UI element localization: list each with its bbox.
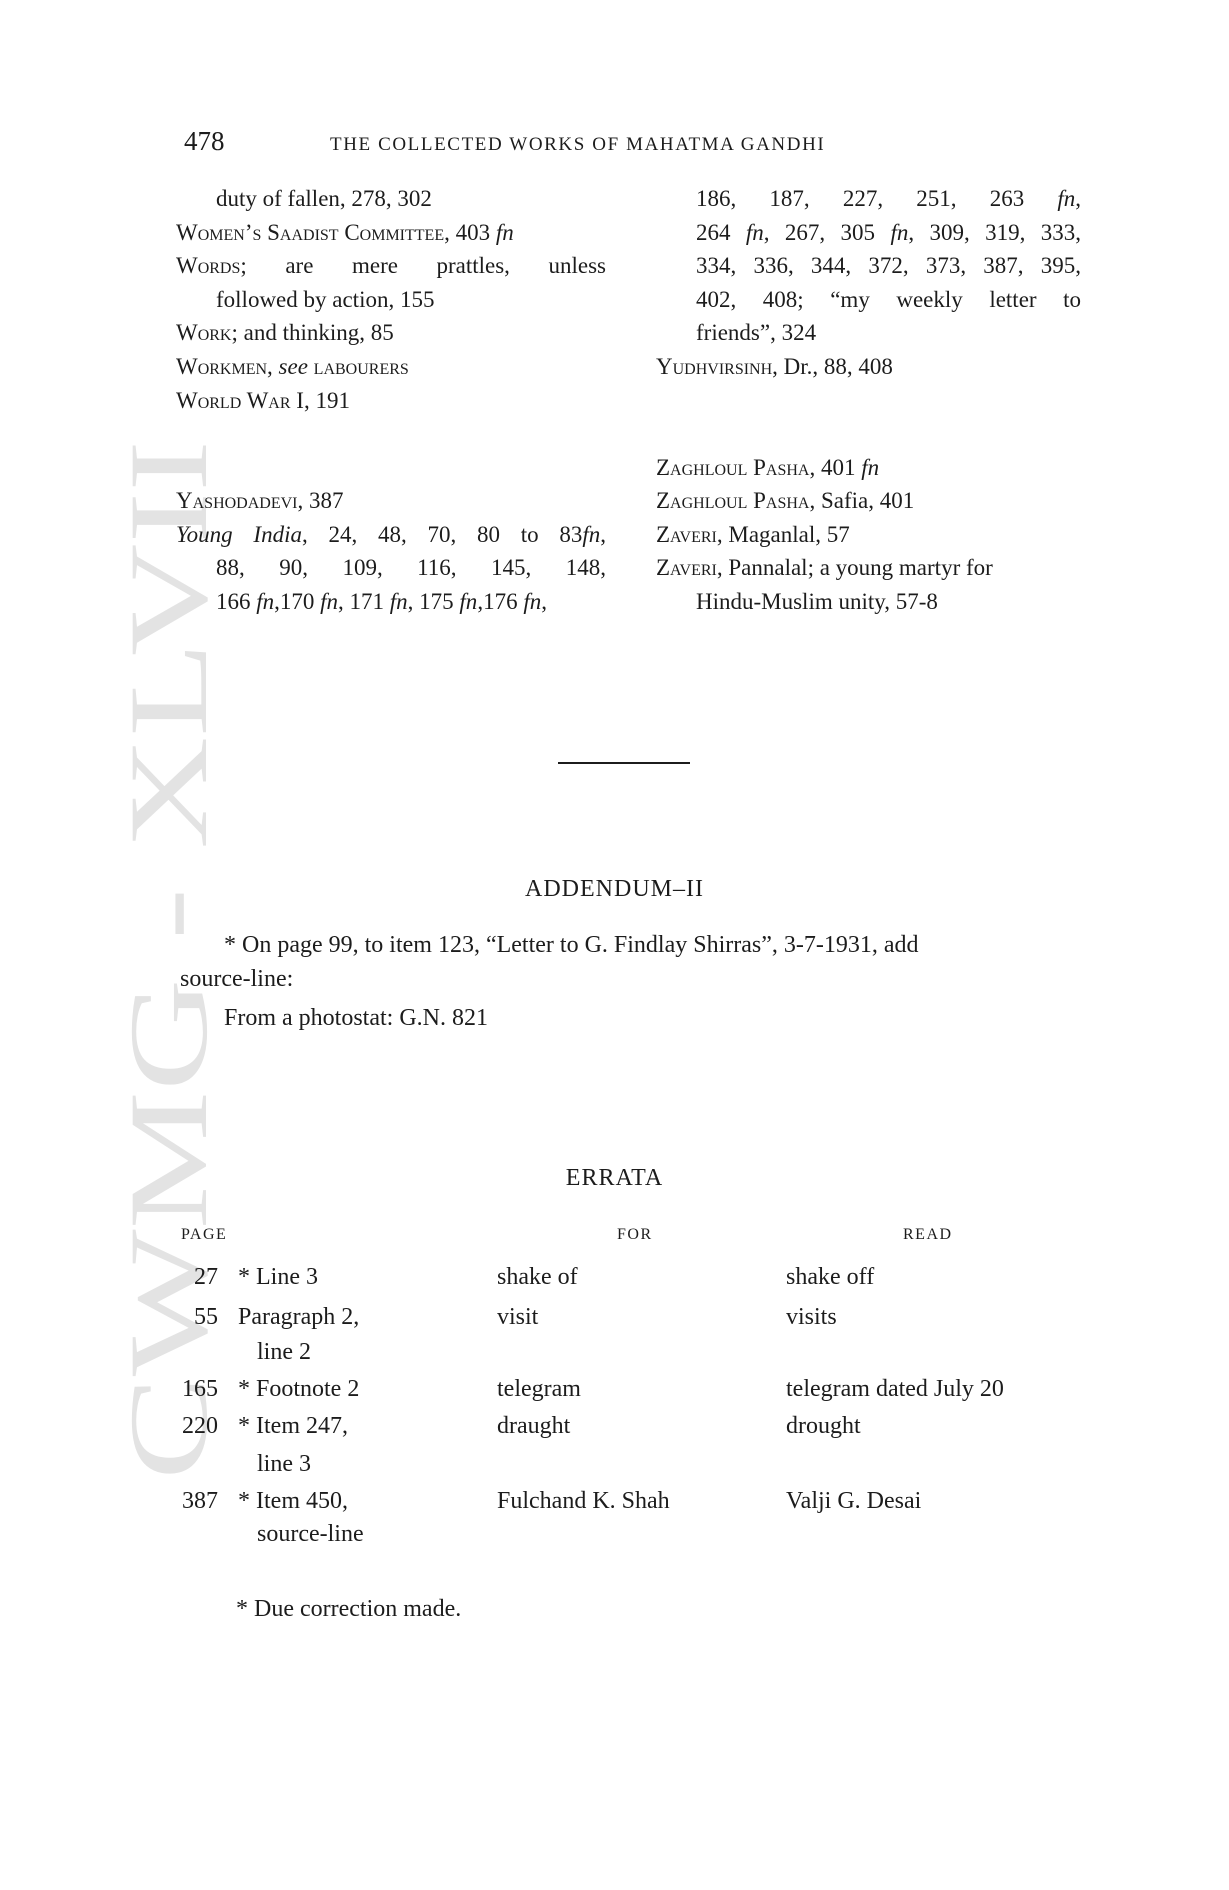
errata-location-cont: line 3 (257, 1451, 311, 1477)
errata-for: visit (497, 1304, 539, 1330)
index-text: followed by action, 155 (216, 286, 435, 312)
errata-column-page: PAGE (181, 1226, 228, 1243)
index-text: , Dr., 88, 408 (772, 353, 893, 379)
index-line (176, 585, 606, 619)
errata-location: * Item 450, (238, 1488, 348, 1514)
errata-for: draught (497, 1413, 571, 1439)
index-text: 264 (696, 219, 746, 245)
index-entry (176, 484, 606, 518)
index-line (176, 283, 606, 317)
index-text: I, 191 (290, 387, 350, 413)
index-text: , Safia, 401 (809, 488, 915, 514)
index-entry (656, 551, 1081, 585)
index-headword: Workmen (176, 353, 268, 379)
index-entry (176, 249, 606, 283)
index-headword: Zaveri (656, 555, 717, 581)
index-text: , (600, 521, 607, 547)
index-text: , (1075, 186, 1081, 211)
index-line (656, 249, 1081, 283)
errata-column-for: FOR (617, 1226, 653, 1243)
index-line (656, 316, 1081, 350)
errata-location: * Item 247, (238, 1413, 348, 1439)
index-line (656, 283, 1081, 317)
index-text: duty of fallen, 278, 302 (216, 186, 432, 211)
index-text: , 387 (297, 488, 344, 514)
fn-abbrev: fn (582, 521, 601, 547)
index-entry (656, 518, 1081, 552)
index-text: ,176 (477, 588, 524, 614)
fn-abbrev: fn (459, 588, 478, 614)
errata-location-cont: line 2 (257, 1339, 311, 1365)
index-headword: Yashodadevi (176, 488, 298, 514)
index-text: , 24, 48, 70, 80 to 83 (301, 521, 583, 547)
index-text: , Maganlal, 57 (716, 521, 850, 547)
errata-read: Valji G. Desai (786, 1488, 922, 1514)
index-entry (176, 518, 606, 552)
index-headword: Women’s Saadist Committee (176, 219, 445, 245)
addendum-title: ADDENDUM–II (525, 876, 704, 902)
errata-read: telegram dated July 20 (786, 1376, 1004, 1402)
addendum-body (180, 928, 1070, 996)
index-text: friends”, 324 (696, 320, 817, 346)
index-line (656, 216, 1081, 250)
fn-abbrev: fn (861, 454, 880, 480)
index-title: Young India (176, 521, 302, 547)
section-divider (558, 762, 690, 764)
index-headword: Zaghloul Pasha (656, 454, 810, 480)
index-entry (176, 216, 606, 250)
index-entry (656, 350, 1081, 384)
index-headword: World War (176, 387, 291, 413)
index-text: , Pannalal; a young martyr for (716, 555, 993, 581)
index-headword: Work (176, 320, 232, 346)
errata-read: visits (786, 1304, 837, 1330)
index-text: ; are mere prattles, unless (240, 253, 606, 279)
fn-abbrev: fn (495, 219, 514, 245)
errata-location: Paragraph 2, (238, 1304, 360, 1330)
page-number: 478 (184, 126, 225, 156)
errata-page: 27 (194, 1264, 218, 1290)
index-line (176, 182, 606, 216)
index-text: , (267, 353, 273, 379)
fn-abbrev: fn (256, 588, 275, 614)
index-column-right (656, 182, 1081, 619)
errata-location: * Footnote 2 (238, 1376, 360, 1402)
footnote: * Due correction made. (236, 1596, 462, 1622)
fn-abbrev: fn (320, 588, 339, 614)
index-headword: Yudhvirsinh (656, 353, 773, 379)
running-head: THE COLLECTED WORKS OF MAHATMA GANDHI (330, 134, 826, 155)
watermark-text: CWMG XLVII (118, 731, 228, 1480)
index-text: 186, 187, 227, 251, 263 (696, 186, 1058, 211)
errata-page: 165 (182, 1376, 218, 1402)
errata-column-read: READ (903, 1226, 953, 1243)
fn-abbrev: fn (1057, 186, 1076, 211)
errata-read: drought (786, 1413, 861, 1439)
errata-for: telegram (497, 1376, 581, 1402)
fn-abbrev: fn (890, 219, 909, 245)
index-entry (656, 484, 1081, 518)
index-headword: Zaveri (656, 521, 717, 547)
errata-for: shake of (497, 1264, 578, 1290)
index-text: ,170 (274, 588, 321, 614)
errata-title: ERRATA (565, 1165, 664, 1191)
index-text: , 171 (338, 588, 390, 614)
index-text: , 401 (809, 454, 862, 480)
errata-page: 220 (182, 1413, 218, 1439)
index-headword: Zaghloul Pasha (656, 488, 810, 514)
index-text: Hindu-Muslim unity, 57-8 (696, 588, 938, 614)
index-column-left (176, 182, 606, 619)
index-text: , 175 (407, 588, 460, 614)
addendum-line: source-line: (180, 966, 294, 992)
errata-location: * Line 3 (238, 1264, 318, 1290)
errata-location-cont: source-line (257, 1521, 364, 1547)
see-reference: see (278, 353, 308, 379)
fn-abbrev: fn (745, 219, 764, 245)
index-text: , (541, 588, 547, 614)
index-line (656, 182, 1081, 216)
errata-read: shake off (786, 1264, 875, 1290)
index-text: ; and thinking, 85 (231, 320, 394, 346)
index-entry (656, 451, 1081, 485)
index-text: , 403 (444, 219, 496, 245)
index-text: 88, 90, 109, 116, 145, 148, (216, 555, 606, 581)
fn-abbrev: fn (389, 588, 408, 614)
addendum-line: * On page 99, to item 123, “Letter to G. Findlay Shirras”, 3-7-1931, add (224, 932, 919, 958)
errata-page: 387 (182, 1488, 218, 1514)
index-text: 402, 408; “my weekly letter to (696, 286, 1081, 312)
index-text: 166 (216, 588, 257, 614)
errata-page: 55 (194, 1304, 218, 1330)
addendum-source: From a photostat: G.N. 821 (224, 1005, 488, 1031)
cross-reference: labourers (313, 353, 409, 379)
index-text: 334, 336, 344, 372, 373, 387, 395, (696, 253, 1081, 279)
index-headword: Words (176, 253, 241, 279)
index-entry (176, 316, 606, 350)
errata-for: Fulchand K. Shah (497, 1488, 670, 1514)
index-line (176, 551, 606, 585)
fn-abbrev: fn (523, 588, 542, 614)
index-text: , 309, 319, 333, (908, 219, 1082, 245)
index-text: , 267, 305 (763, 219, 891, 245)
index-line (656, 585, 1081, 619)
index-entry (176, 384, 606, 418)
index-entry (176, 350, 606, 384)
